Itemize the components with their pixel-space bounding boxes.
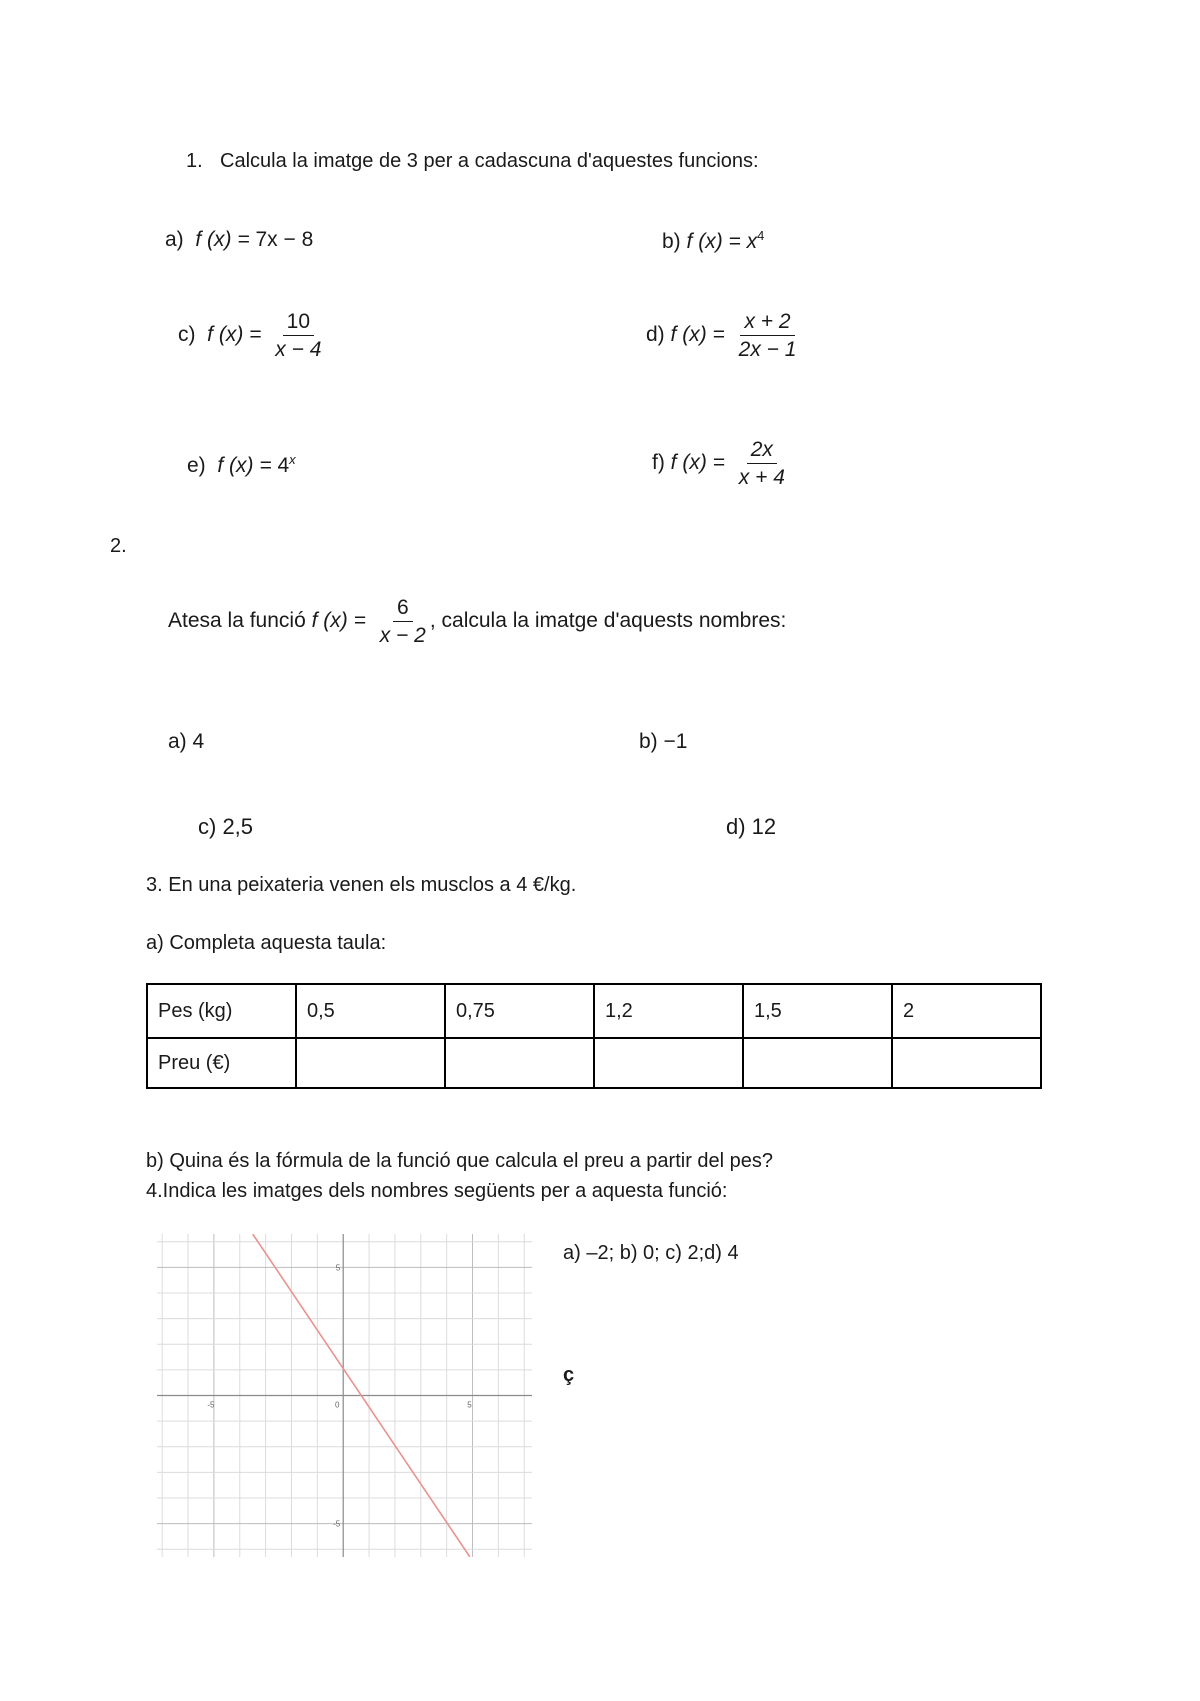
table-cell: 2	[892, 984, 1041, 1038]
graph-axes	[157, 1234, 532, 1557]
ex2-number: 2.	[110, 535, 127, 557]
table-cell: 1,5	[743, 984, 892, 1038]
table-cell: 1,2	[594, 984, 743, 1038]
table-cell: 0,75	[445, 984, 594, 1038]
table-row-weight	[147, 984, 1041, 1038]
table-cell	[892, 1038, 1041, 1088]
table-cell	[296, 1038, 445, 1088]
y-tick-label: 5	[335, 1263, 341, 1273]
table-cell	[743, 1038, 892, 1088]
ex4-stray-mark: ç	[563, 1364, 575, 1386]
ex1-item-f: f) f (x) = $\frac{2x}{x + 4}$	[652, 438, 785, 490]
ex3-part-b: b) Quina és la fórmula de la funció que calcula el preu a partir del pes?	[146, 1150, 774, 1172]
ex1-item-b: b) f $(x) = x^4$	[662, 228, 765, 253]
ex3-statement: 3. En una peixateria venen els musclos a 4 €/kg.	[146, 874, 577, 896]
x-tick-label: 0	[334, 1400, 340, 1410]
ex1-item-d: d) f (x) = $\frac{x + 2}{2x - 1}$	[646, 310, 797, 362]
ex4-answers: a) –2; b) 0; c) 2;d) 4	[563, 1242, 739, 1264]
x-tick-label: -5	[207, 1400, 215, 1410]
price-table	[146, 983, 1042, 1089]
table-cell: 0,5	[296, 984, 445, 1038]
table-cell	[594, 1038, 743, 1088]
ex1-number: 1.	[186, 150, 203, 172]
ex2-item-c: c) 2,5	[198, 814, 254, 839]
function-graph	[157, 1234, 532, 1557]
ex1-item-a: a) f (x) = 7x − 8	[165, 228, 314, 251]
table-cell	[445, 1038, 594, 1088]
ex4-statement: 4.Indica les imatges dels nombres següents per a aquesta funció:	[146, 1180, 728, 1202]
table-cell: Preu (€)	[147, 1038, 296, 1088]
ex2-item-d: d) 12	[726, 814, 777, 839]
ex1-item-e: e) f (x) = 4$^x$	[187, 452, 296, 477]
table-row-price	[147, 1038, 1041, 1088]
x-tick-label: 5	[467, 1400, 472, 1410]
ex2-statement: Atesa la funció f (x) = $\frac{6}{x - 2}$ , calcula la imatge d'aquests nombres:	[168, 596, 787, 648]
ex2-item-a: a) 4	[168, 730, 205, 753]
ex3-part-a: a) Completa aquesta taula:	[146, 932, 387, 954]
table-cell: Pes (kg)	[147, 984, 296, 1038]
y-tick-label: -5	[333, 1519, 341, 1529]
ex1-statement: Calcula la imatge de 3 per a cadascuna d'aquestes funcions:	[220, 150, 759, 172]
ex1-item-c: c) f (x) = $\frac{10}{x - 4}$	[178, 310, 322, 362]
ex2-item-b: b) −1	[639, 730, 688, 753]
